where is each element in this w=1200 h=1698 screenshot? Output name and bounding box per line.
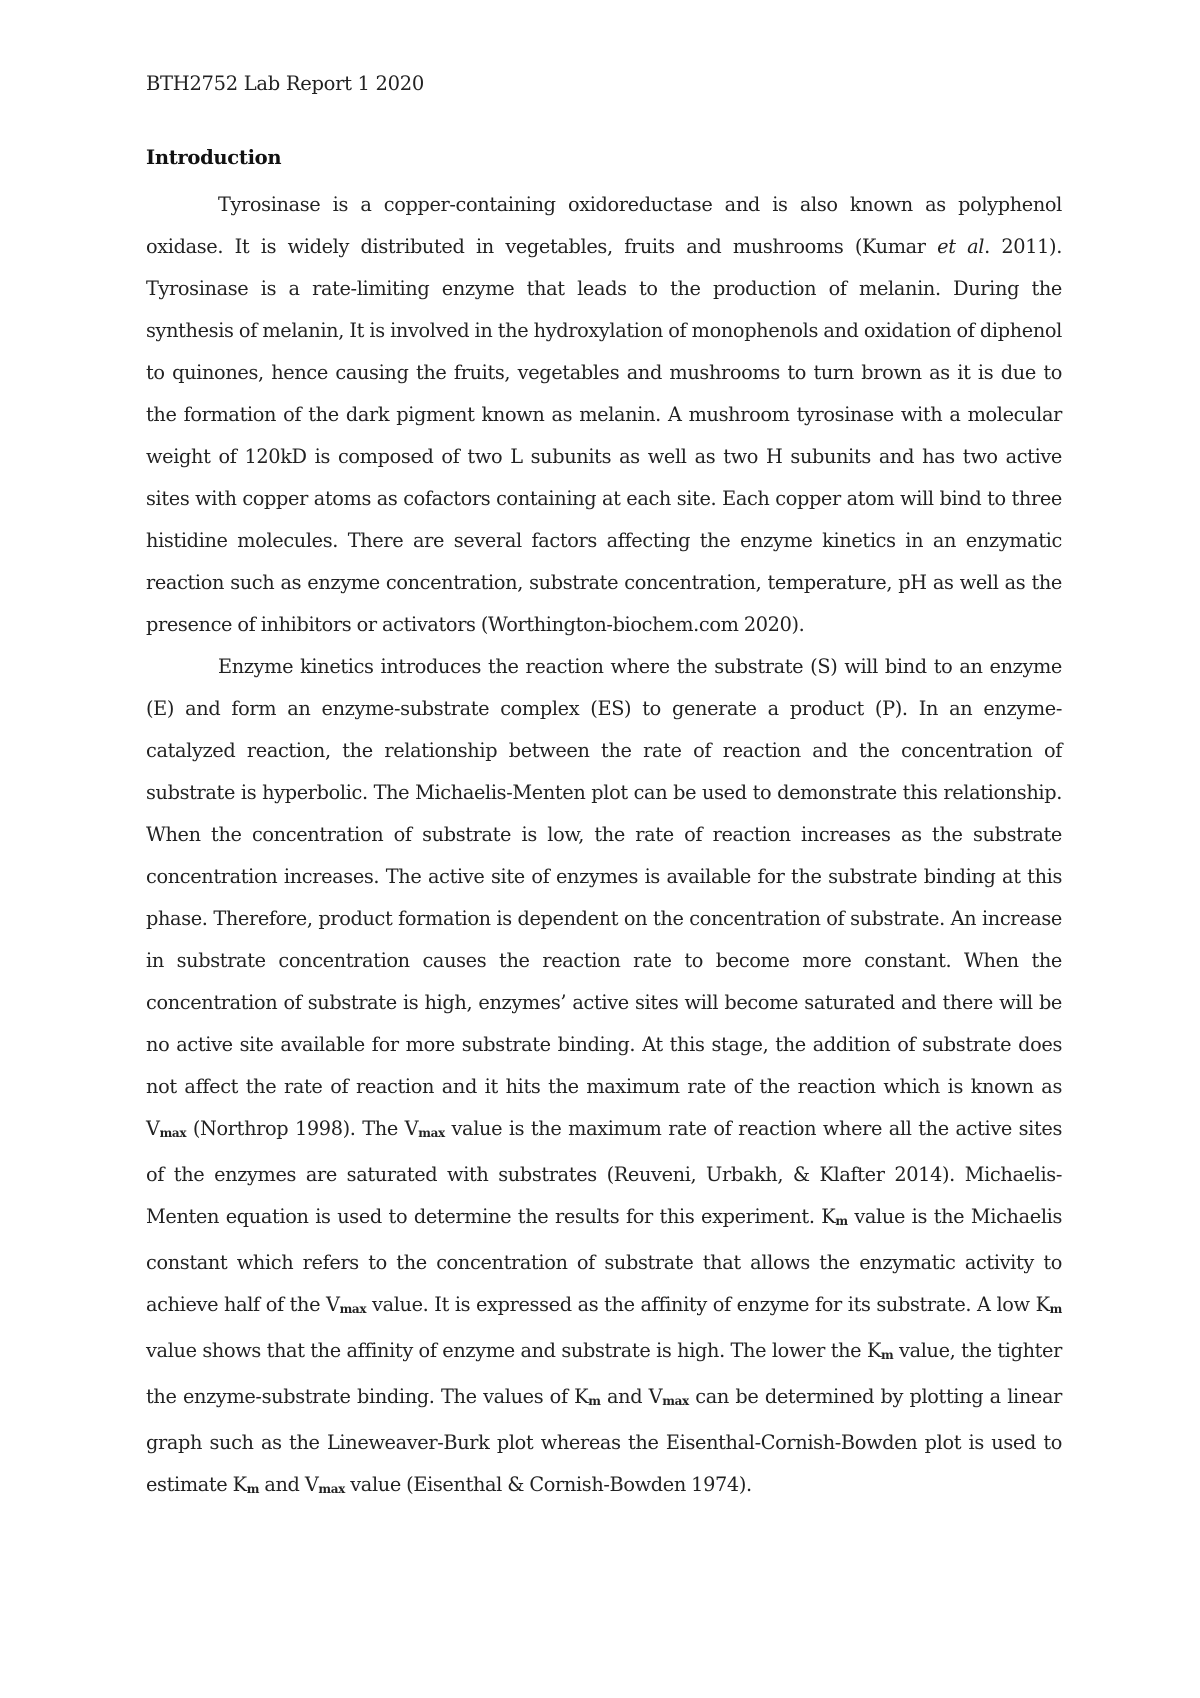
body-text (146, 184, 1062, 1510)
p2-text-1: Enzyme kinetics introduces the reaction where the substrate (S) will bind to an enzyme (E) and form an enzyme-substrate complex (ES) to generate a product (P). In an enzyme-catalyzed reaction, the relationship between the rate of reaction and the concentration of substrate is hyperbolic. The Michaelis-Menten plot can be used to demonstrate this relationship. When the concentration of substrate is low, the rate of reaction increases as the substrate concentration increases. The active site of enzymes is available for the substrate binding at this phase. Therefore, product formation is dependent on the concentration of substrate. An increase in substrate concentration causes the reaction rate to become more constant. When the concentration of substrate is high, enzymes’ active sites will become saturated and there will be no active site available for more substrate binding. At this stage, the addition of substrate does not affect the rate of reaction and it hits the maximum rate of the reaction which is known as (146, 655, 1062, 1098)
km-symbol: Km (1035, 1293, 1063, 1316)
vmax-symbol: Vmax (404, 1117, 445, 1140)
p2-text-10: and (259, 1473, 305, 1496)
vmax-symbol: Vmax (146, 1117, 187, 1140)
km-symbol: Km (574, 1385, 601, 1408)
p2-text-4: value is the Michaelis constant which refers to the concentration of substrate that allows the enzymatic activity to achieve half of the (146, 1205, 1063, 1316)
paragraph-2 (146, 646, 1062, 1510)
vmax-symbol: Vmax (304, 1473, 345, 1496)
p2-text-9: can be determined by plotting a linear graph such as the Lineweaver-Burk plot whereas the Eisenthal-Cornish-Bowden plot is used to estimate (146, 1385, 1063, 1496)
paragraph-1-text-cont: . 2011). Tyrosinase is a rate-limiting enzyme that leads to the production of melanin. During the synthesis of melanin, It is involved in the hydroxylation of monophenols and oxidation of diphenol to quinones, hence causing the fruits, vegetables and mushrooms to turn brown as it is due to the formation of the dark pigment known as melanin. A mushroom tyrosinase with a molecular weight of 120kD is composed of two L subunits as well as two H subunits and has two active sites with copper atoms as cofactors containing at each site. Each copper atom will bind to three histidine molecules. There are several factors affecting the enzyme kinetics in an enzymatic reaction such as enzyme concentration, substrate concentration, temperature, pH as well as the presence of inhibitors or activators (Worthington-biochem.com 2020). (146, 235, 1062, 636)
section-heading: Introduction (146, 146, 282, 169)
vmax-symbol: Vmax (326, 1293, 367, 1316)
p2-text-7: value, the tighter the enzyme-substrate binding. The values of (146, 1339, 1062, 1408)
km-symbol: Km (866, 1339, 894, 1362)
paragraph-1 (146, 184, 1062, 646)
p2-text-11: value (Eisenthal & Cornish-Bowden 1974). (344, 1473, 752, 1496)
paragraph-1-text: Tyrosinase is a copper-containing oxidoreductase and is also known as polyphenol oxidase. It is widely distributed in vegetables, fruits and mushrooms (Kumar (146, 193, 1062, 258)
p2-text-6: value shows that the affinity of enzyme and substrate is high. The lower the (146, 1339, 867, 1362)
page-header: BTH2752 Lab Report 1 2020 (146, 72, 424, 95)
km-symbol: Km (232, 1473, 260, 1496)
vmax-symbol: Vmax (648, 1385, 689, 1408)
km-symbol: Km (821, 1205, 848, 1228)
p2-text-3: value is the maximum rate of reaction where all the active sites of the enzymes are saturated with substrates (Reuveni, Urbakh, & Klafter 2014). Michaelis-Menten equation is used to determine the results for this experiment. (146, 1117, 1062, 1228)
p2-text-8: and (600, 1385, 649, 1408)
et-al: et al (937, 235, 985, 258)
p2-text-2: (Northrop 1998). The (186, 1117, 405, 1140)
p2-text-5: value. It is expressed as the affinity of enzyme for its substrate. A low (366, 1293, 1036, 1316)
